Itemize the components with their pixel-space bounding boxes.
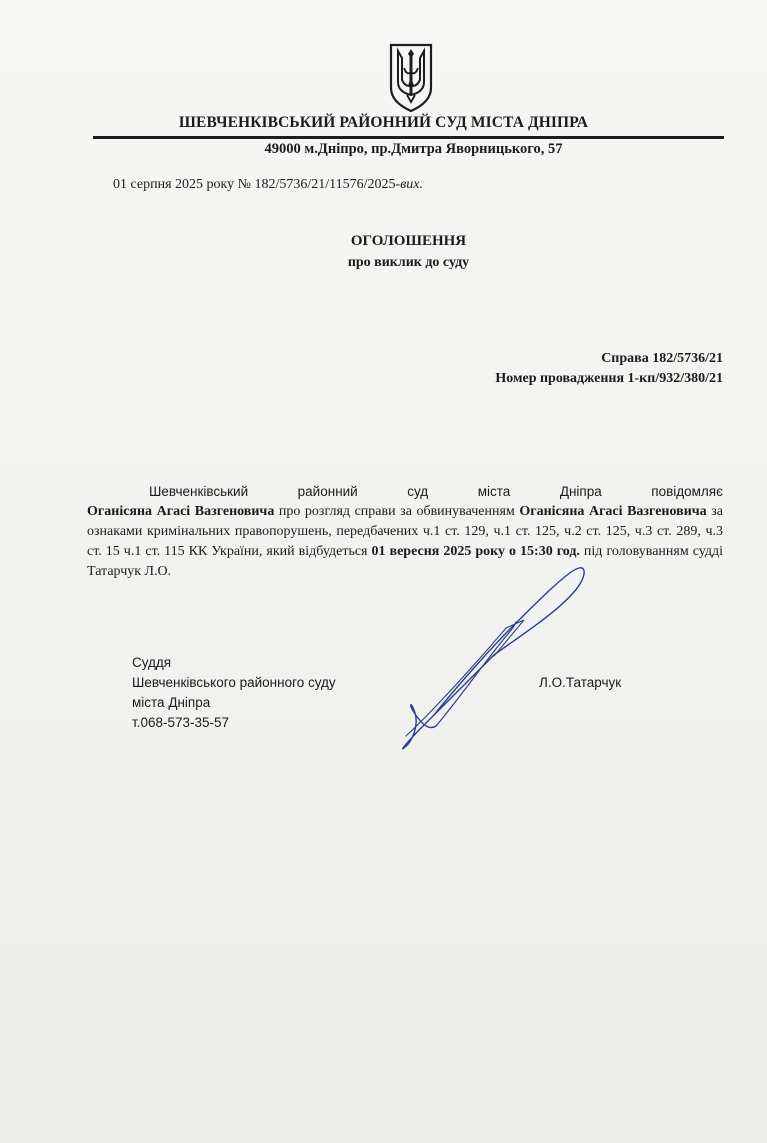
announcement-subtitle: про виклик до суду	[347, 255, 470, 270]
outgoing-number	[113, 177, 423, 193]
body-text-3: під головуванням судді Татарчук Л.О.	[87, 544, 723, 579]
coat-of-arms-trident-icon	[387, 42, 435, 114]
handwritten-signature	[394, 560, 594, 756]
header-divider	[93, 136, 724, 139]
body-text-2: за ознаками кримінальних правопорушень, передбачених ч.1 ст. 129, ч.1 ст. 125, ч.2 ст. 125, ч.3 ст. 289, ч.3 ст. 15 ч.1 ст. 115 КК України, який відбудеться	[87, 504, 723, 559]
judge-phone: т.068-573-35-57	[132, 715, 230, 730]
proceeding-number: Номер провадження 1-кп/932/380/21	[495, 371, 723, 386]
defendant-name: Оганісяна Агасі Вазгеновича	[87, 504, 275, 519]
hearing-datetime: 01 вересня 2025 року о 15:30 год.	[371, 544, 580, 559]
outgoing-date-number: 01 серпня 2025 року № 182/5736/21/11576/2025-	[113, 177, 401, 192]
announcement-title: ОГОЛОШЕННЯ	[350, 233, 467, 249]
judge-block	[132, 653, 336, 733]
court-intro: Шевченківський районний суд міста Дніпра повідомляє	[149, 484, 723, 499]
judge-court-line-2: міста Дніпра	[132, 695, 211, 710]
judge-role: Суддя	[132, 655, 172, 670]
case-info	[495, 349, 723, 389]
court-name: ШЕВЧЕНКІВСЬКИЙ РАЙОННИЙ СУД МІСТА ДНІПРА	[178, 114, 589, 131]
defendant-name-repeat: Оганісяна Агасі Вазгеновича	[519, 504, 707, 519]
judge-name: Л.О.Татарчук	[539, 675, 622, 690]
case-number: Справа 182/5736/21	[601, 351, 723, 366]
body-text-1: про розгляд справи за обвинуваченням	[274, 504, 520, 519]
outgoing-suffix: вих.	[400, 177, 423, 192]
judge-court-line-1: Шевченківського районного суду	[132, 675, 336, 690]
court-address: 49000 м.Дніпро, пр.Дмитра Яворницького, 57	[264, 141, 563, 157]
